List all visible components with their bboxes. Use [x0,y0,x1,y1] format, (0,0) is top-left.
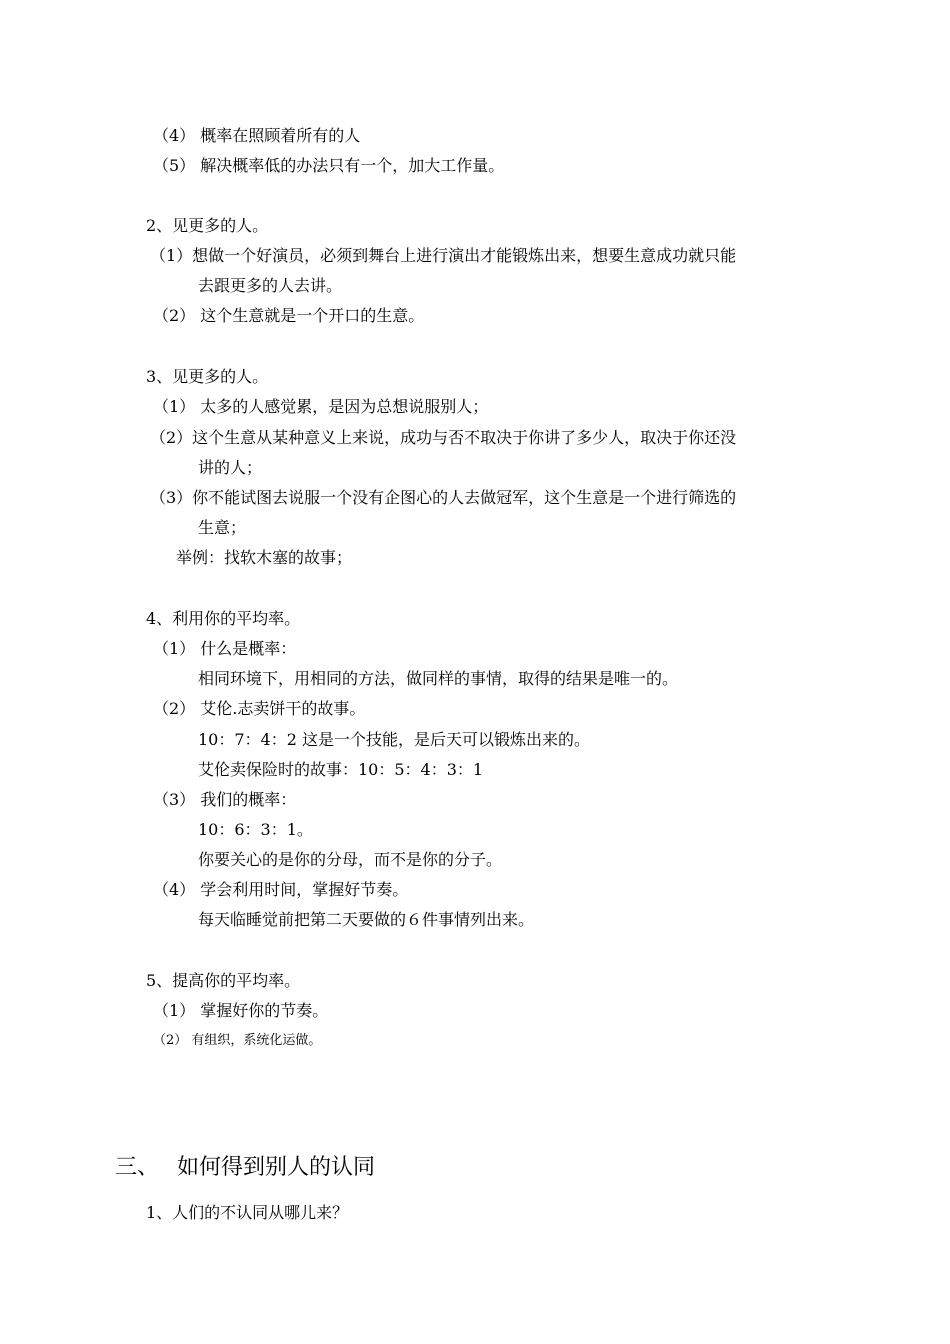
section-title: 4、利用你的平均率。 [146,609,301,628]
list-item: （4） 概率在照顾着所有的人 [153,126,361,145]
section-title: 3、见更多的人。 [146,367,269,386]
section-title: 1、人们的不认同从哪儿来？ [146,1203,349,1222]
list-item: （1） 掌握好你的节奏。 [153,1001,329,1020]
list-item-detail: 艾伦卖保险时的故事：10：5：4：3：1 [198,760,484,779]
list-item-detail: 相同环境下，用相同的方法，做同样的事情，取得的结果是唯一的。 [198,669,679,688]
part-heading-number: 三、 [115,1155,160,1180]
list-item: （3） 我们的概率： [153,790,297,809]
section-title: 5、提高你的平均率。 [146,971,301,990]
list-item: （1）想做一个好演员，必须到舞台上进行演出才能锻炼出来，想要生意成功就只能 [150,246,737,265]
list-item: （4） 学会利用时间，掌握好节奏。 [153,880,409,899]
section-title: 2、见更多的人。 [146,216,269,235]
list-item: （5） 解决概率低的办法只有一个，加大工作量。 [153,156,505,175]
list-item: （2） 这个生意就是一个开口的生意。 [153,306,425,325]
list-item: （2）这个生意从某种意义上来说，成功与否不取决于你讲了多少人，取决于你还没 [150,428,737,447]
list-item-detail: 你要关心的是你的分母，而不是你的分子。 [198,850,503,869]
list-item: （3）你不能试图去说服一个没有企图心的人去做冠军，这个生意是一个进行筛选的 [150,488,737,507]
list-item-continuation: 去跟更多的人去讲。 [198,276,343,295]
part-heading-title: 如何得到别人的认同 [177,1155,376,1180]
list-item: （1） 太多的人感觉累，是因为总想说服别人； [153,397,489,416]
list-item-detail: 10：7：4：2 这是一个技能，是后天可以锻炼出来的。 [198,730,590,749]
list-item-continuation: 讲的人； [198,458,263,477]
part-heading [115,1154,375,1182]
list-item: （2） 有组织，系统化运做。 [153,1033,322,1048]
list-item-continuation: 生意； [198,518,247,537]
list-item: （2） 艾伦.志卖饼干的故事。 [153,699,366,718]
list-item: （1） 什么是概率： [153,639,297,658]
list-item-detail: 每天临睡觉前把第二天要做的６件事情列出来。 [198,910,535,929]
list-item-detail: 10：6：3：1。 [198,820,313,839]
example-line: 举例：找软木塞的故事； [176,548,353,567]
